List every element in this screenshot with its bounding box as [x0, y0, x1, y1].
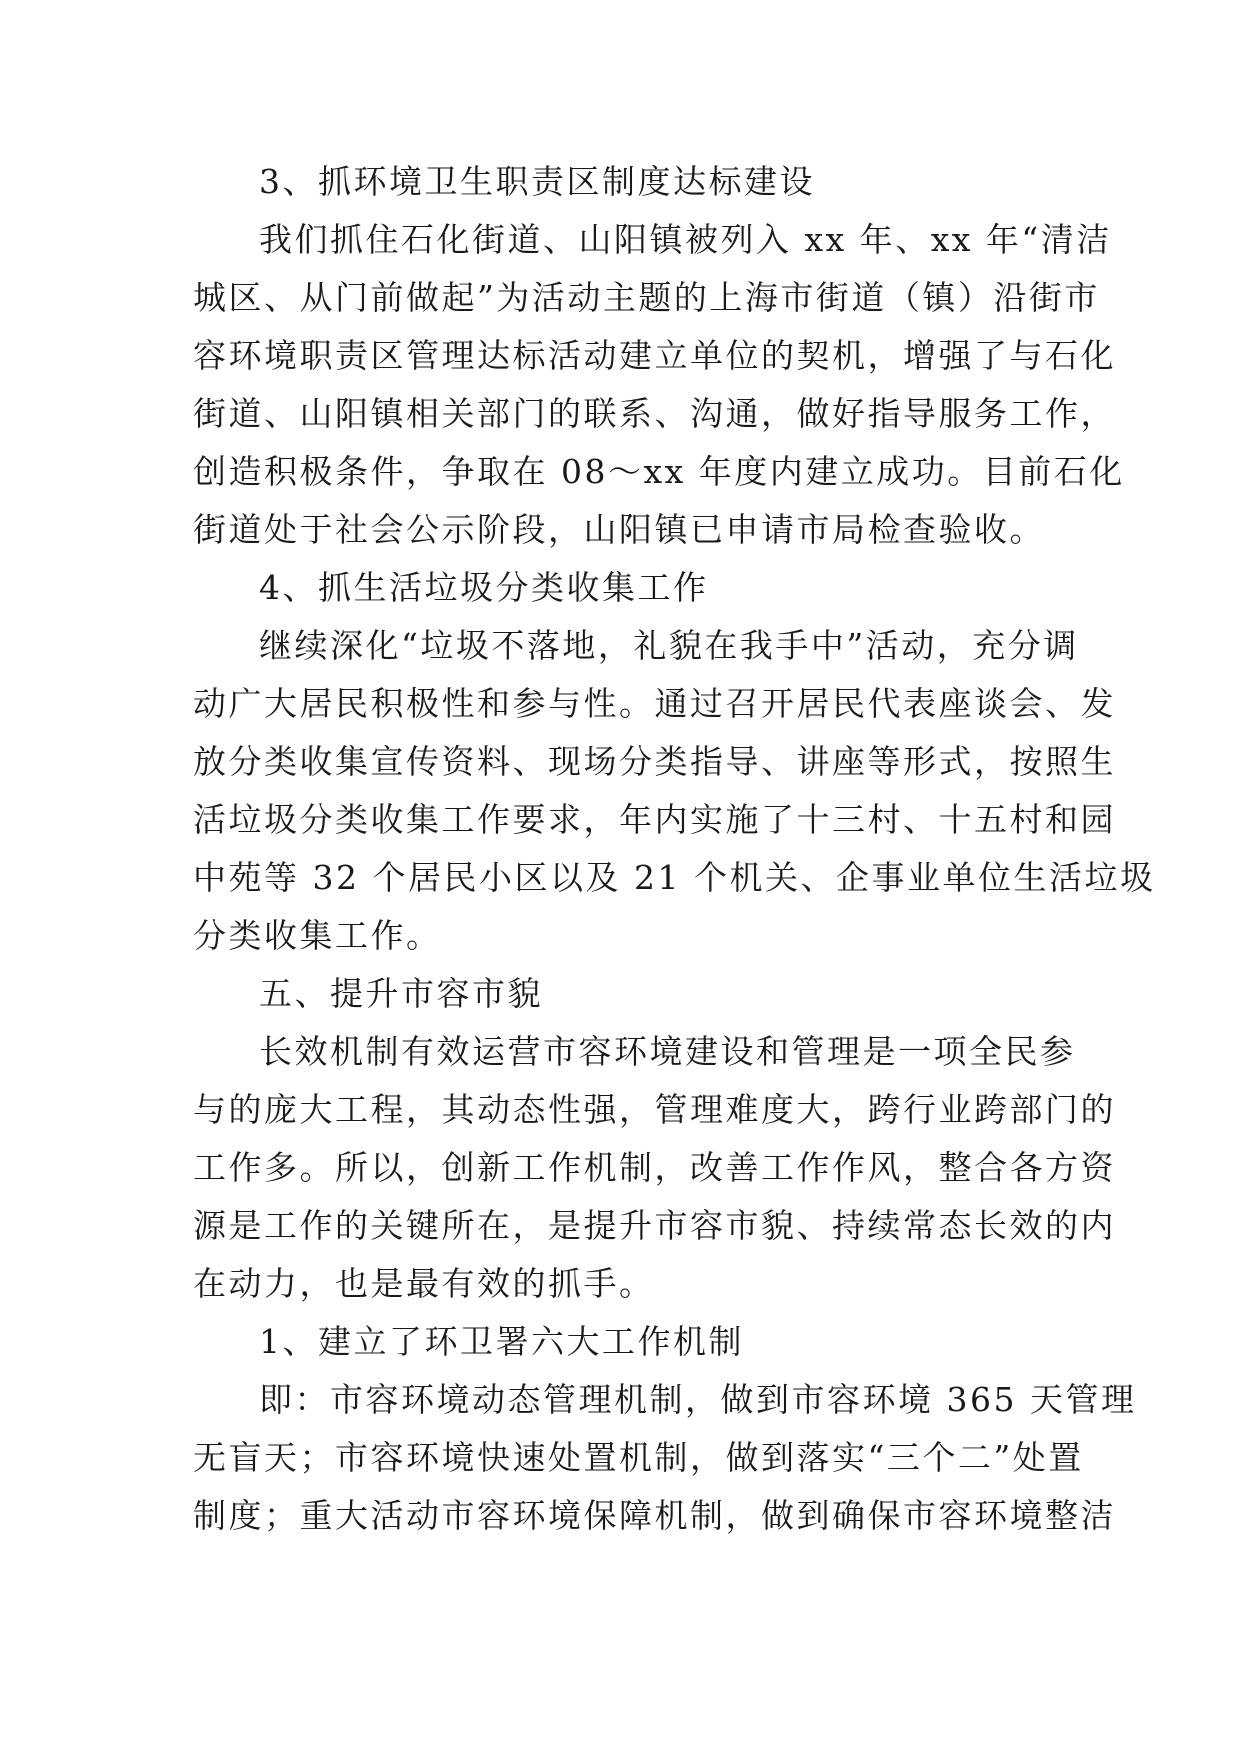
paragraph-line: 我们抓住石化街道、山阳镇被列入 xx 年、xx 年“清洁	[259, 220, 1112, 259]
paragraph-line: 容环境职责区管理达标活动建立单位的契机，增强了与石化	[193, 336, 1116, 375]
paragraph-line: 工作多。所以，创新工作机制，改善工作作风，整合各方资	[193, 1148, 1116, 1187]
paragraph-line: 街道、山阳镇相关部门的联系、沟通，做好指导服务工作，	[193, 394, 1116, 433]
paragraph-line: 活垃圾分类收集工作要求，年内实施了十三村、十五村和园	[193, 800, 1116, 839]
subheading-3-duty-zone: 3、抓环境卫生职责区制度达标建设	[259, 162, 815, 201]
paragraph-line: 制度；重大活动市容环境保障机制，做到确保市容环境整洁	[193, 1496, 1116, 1535]
paragraph-line: 中苑等 32 个居民小区以及 21 个机关、企事业单位生活垃圾	[193, 858, 1156, 897]
paragraph-line: 即：市容环境动态管理机制，做到市容环境 365 天管理	[259, 1380, 1137, 1419]
paragraph-line: 城区、从门前做起”为活动主题的上海市街道（镇）沿街市	[193, 278, 1100, 317]
paragraph-line: 源是工作的关键所在，是提升市容市貌、持续常态长效的内	[193, 1206, 1116, 1245]
subheading-4-garbage-sorting: 4、抓生活垃圾分类收集工作	[259, 568, 709, 607]
paragraph-line: 继续深化“垃圾不落地，礼貌在我手中”活动，充分调	[259, 626, 1079, 665]
section-heading-5: 五、提升市容市貌	[259, 974, 543, 1013]
paragraph-line: 创造积极条件，争取在 08～xx 年度内建立成功。目前石化	[193, 452, 1125, 491]
paragraph-line: 分类收集工作。	[193, 916, 442, 955]
document-body	[193, 153, 1156, 1545]
paragraph-line: 街道处于社会公示阶段，山阳镇已申请市局检查验收。	[193, 510, 1045, 549]
paragraph-line: 动广大居民积极性和参与性。通过召开居民代表座谈会、发	[193, 684, 1116, 723]
paragraph-line: 放分类收集宣传资料、现场分类指导、讲座等形式，按照生	[193, 742, 1116, 781]
paragraph-line: 长效机制有效运营市容环境建设和管理是一项全民参	[259, 1032, 1076, 1071]
subheading-1-six-mechanisms: 1、建立了环卫署六大工作机制	[259, 1322, 744, 1361]
paragraph-line: 在动力，也是最有效的抓手。	[193, 1264, 655, 1303]
paragraph-line: 无盲天；市容环境快速处置机制，做到落实“三个二”处置	[193, 1438, 1084, 1477]
paragraph-line: 与的庞大工程，其动态性强，管理难度大，跨行业跨部门的	[193, 1090, 1116, 1129]
